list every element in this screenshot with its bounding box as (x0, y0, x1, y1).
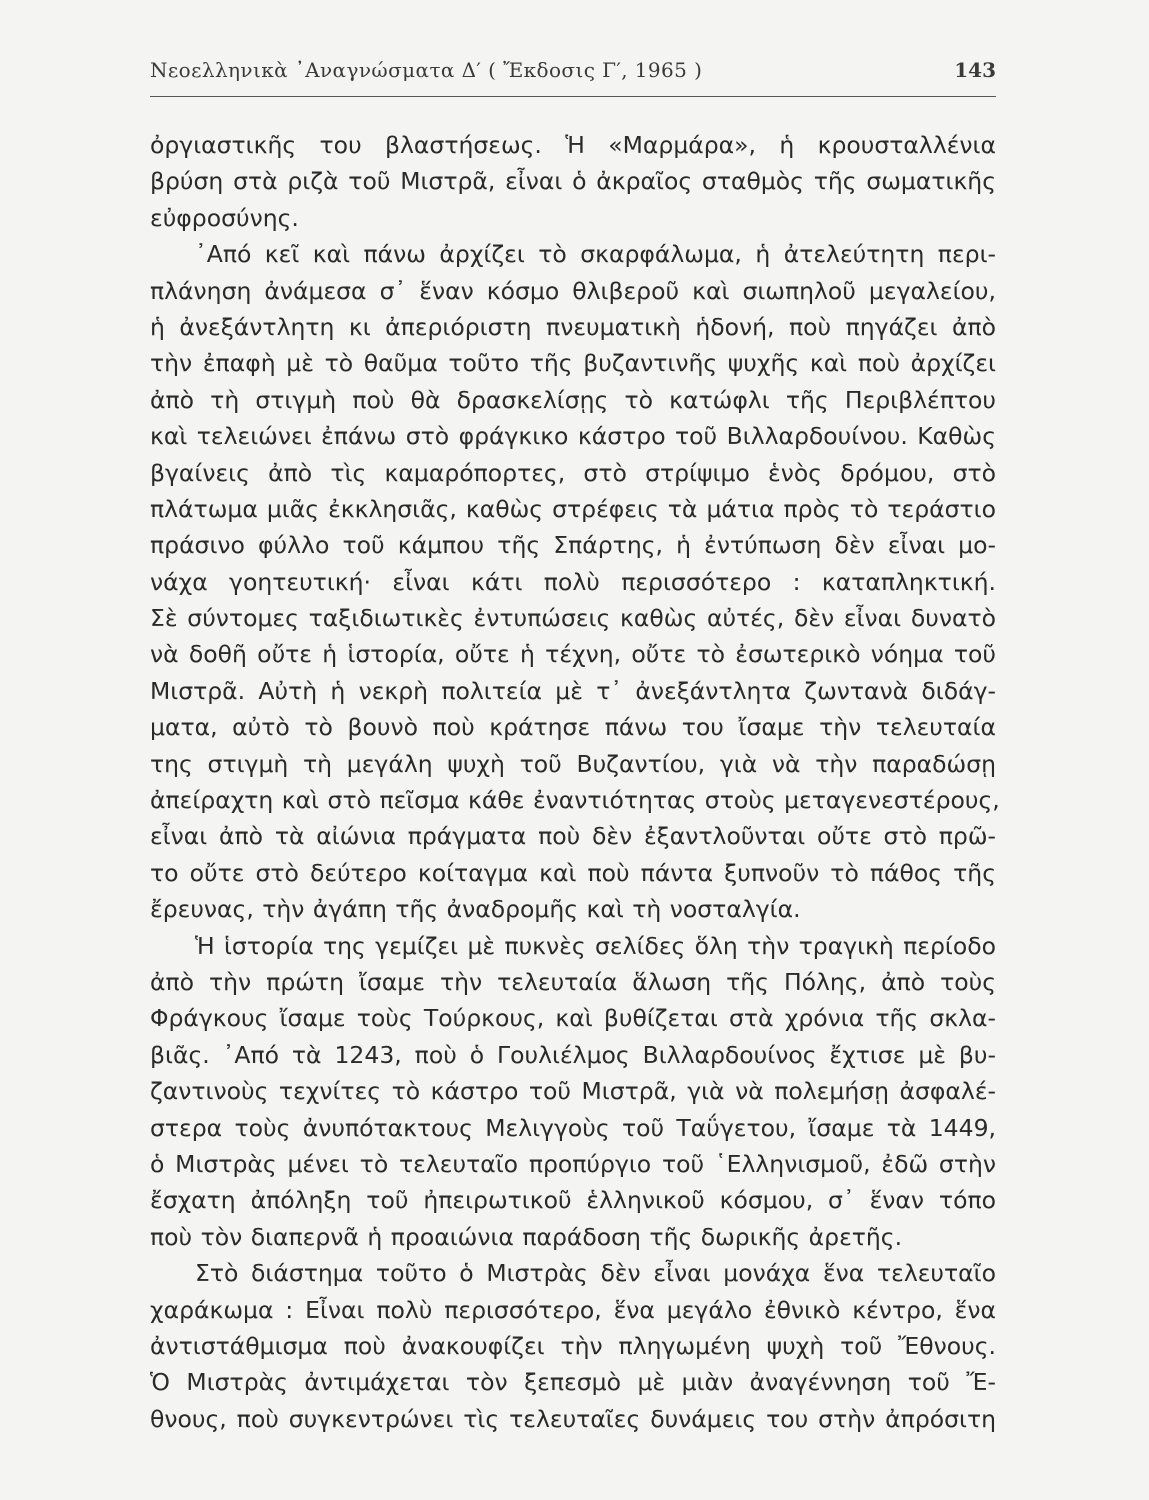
text-line: βιᾶς. ᾿Από τὰ 1243, ποὺ ὁ Γουλιέλμος Βιλλαρδουίνος ἔχτισε μὲ βυ- (150, 1040, 996, 1069)
text-line: ματα, αὐτὸ τὸ βουνὸ ποὺ κράτησε πάνω του ἴσαμε τὴν τελευταία (150, 713, 996, 742)
text-line: καὶ τελειώνει ἐπάνω στὸ φράγκικο κάστρο τοῦ Βιλλαρδουίνου. Καθὼς (150, 422, 996, 451)
text-line: εὐφροσύνης. (150, 203, 299, 232)
text-line: νὰ δοθῆ οὔτε ἡ ἱστορία, οὔτε ἡ τέχνη, οὔτε τὸ ἐσωτερικὸ νόημα τοῦ (150, 640, 996, 669)
text-line: ὀργιαστικῆς του βλαστήσεως. Ἡ «Μαρμάρα», ἡ κρουσταλλένια (150, 131, 996, 159)
page-number: 143 (954, 58, 996, 82)
text-line: θνους, ποὺ συγκεντρώνει τὶς τελευταῖες δυνάμεις του στὴν ἀπρόσιτη (150, 1404, 996, 1433)
text-line: εἶναι ἀπὸ τὰ αἰώνια πράγματα ποὺ δὲν ἐξαντλοῦνται οὔτε στὸ πρῶ- (150, 822, 996, 851)
text-line: ἀπὸ τὴ στιγμὴ ποὺ θὰ δρασκελίσῃς τὸ κατώφλι τῆς Περιβλέπτου (150, 385, 996, 414)
text-line: πράσινο φύλλο τοῦ κάμπου τῆς Σπάρτης, ἡ ἐντύπωση δὲν εἶναι μο- (150, 531, 996, 560)
text-line: Στὸ διάστημα τοῦτο ὁ Μιστρὰς δὲν εἶναι μονάχα ἕνα τελευταῖο (195, 1259, 996, 1288)
text-line: Μιστρᾶ. Αὐτὴ ἡ νεκρὴ πολιτεία μὲ τ᾿ ἀνεξάντλητα ζωντανὰ διδάγ- (150, 676, 996, 705)
header-rule (150, 96, 996, 97)
text-line: της στιγμὴ τὴ μεγάλη ψυχὴ τοῦ Βυζαντίου, γιὰ νὰ τὴν παραδώσῃ (150, 749, 996, 778)
text-line: Ὁ Μιστρὰς ἀντιμάχεται τὸν ξεπεσμὸ μὲ μιὰν ἀναγέννηση τοῦ Ἔ- (150, 1368, 996, 1397)
text-line: ζαντινοὺς τεχνίτες τὸ κάστρο τοῦ Μιστρᾶ, γιὰ νὰ πολεμήσῃ ἀσφαλέ- (150, 1077, 996, 1106)
text-line: ποὺ τὸν διαπερνᾶ ἡ προαιώνια παράδοση τῆς δωρικῆς ἀρετῆς. (150, 1222, 903, 1251)
text-line: ὁ Μιστρὰς μένει τὸ τελευταῖο προπύργιο τοῦ ῾Ελληνισμοῦ, ἐδῶ στὴν (150, 1149, 996, 1178)
running-title: Νεοελληνικὰ ᾿Αναγνώσματα Δ′ ( Ἔκδοσις Γ′, 1965 ) (150, 58, 703, 82)
text-line: πλάνηση ἀνάμεσα σ᾿ ἕναν κόσμο θλιβεροῦ καὶ σιωπηλοῦ μεγαλείου, (150, 276, 996, 305)
body-text (150, 127, 1000, 1437)
text-line: νάχα γοητευτική· εἶναι κάτι πολὺ περισσότερο : καταπληκτική. (150, 567, 996, 596)
text-line: ἀντιστάθμισμα ποὺ ἀνακουφίζει τὴν πληγωμένη ψυχὴ τοῦ Ἔθνους. (150, 1331, 996, 1360)
text-line: ᾿Από κεῖ καὶ πάνω ἀρχίζει τὸ σκαρφάλωμα, ἡ ἀτελεύτητη περι- (195, 240, 996, 269)
text-line: ἀπὸ τὴν πρώτη ἴσαμε τὴν τελευταία ἅλωση τῆς Πόλης, ἀπὸ τοὺς (150, 967, 996, 996)
text-line: χαράκωμα : Εἶναι πολὺ περισσότερο, ἕνα μεγάλο ἐθνικὸ κέντρο, ἕνα (150, 1295, 996, 1324)
text-line: το οὔτε στὸ δεύτερο κοίταγμα καὶ ποὺ πάντα ξυπνοῦν τὸ πάθος τῆς (150, 858, 996, 887)
text-line: ἡ ἀνεξάντλητη κι ἀπεριόριστη πνευματικὴ ἡδονή, ποὺ πηγάζει ἀπὸ (150, 312, 996, 341)
text-line: ἔσχατη ἀπόληξη τοῦ ἠπειρωτικοῦ ἑλληνικοῦ κόσμου, σ᾿ ἕναν τόπο (150, 1186, 996, 1215)
text-line: Φράγκους ἴσαμε τοὺς Τούρκους, καὶ βυθίζεται στὰ χρόνια τῆς σκλα- (150, 1004, 996, 1033)
text-line: βρύση στὰ ριζὰ τοῦ Μιστρᾶ, εἶναι ὁ ἀκραῖος σταθμὸς τῆς σωματικῆς (150, 167, 996, 196)
text-line: στερα τοὺς ἀνυπότακτους Μελιγγοὺς τοῦ Ταΰγετου, ἴσαμε τὰ 1449, (150, 1113, 996, 1142)
text-line: πλάτωμα μιᾶς ἐκκλησιᾶς, καθὼς στρέφεις τὰ μάτια πρὸς τὸ τεράστιο (150, 494, 996, 523)
page-header (150, 58, 996, 88)
text-line: ἔρευνας, τὴν ἀγάπη τῆς ἀναδρομῆς καὶ τὴ νοσταλγία. (150, 895, 801, 924)
text-line: τὴν ἐπαφὴ μὲ τὸ θαῦμα τοῦτο τῆς βυζαντινῆς ψυχῆς καὶ ποὺ ἀρχίζει (150, 349, 996, 378)
text-line: Ἡ ἱστορία της γεμίζει μὲ πυκνὲς σελίδες ὅλη τὴν τραγικὴ περίοδο (195, 931, 996, 960)
text-line: ἀπείραχτη καὶ στὸ πεῖσμα κάθε ἐναντιότητας στοὺς μεταγενεστέρους, (150, 786, 1000, 815)
text-line: Σὲ σύντομες ταξιδιωτικὲς ἐντυπώσεις καθὼς αὐτές, δὲν εἶναι δυνατὸ (150, 604, 996, 633)
text-line: βγαίνεις ἀπὸ τὶς καμαρόπορτες, στὸ στρίψιμο ἑνὸς δρόμου, στὸ (150, 458, 996, 487)
